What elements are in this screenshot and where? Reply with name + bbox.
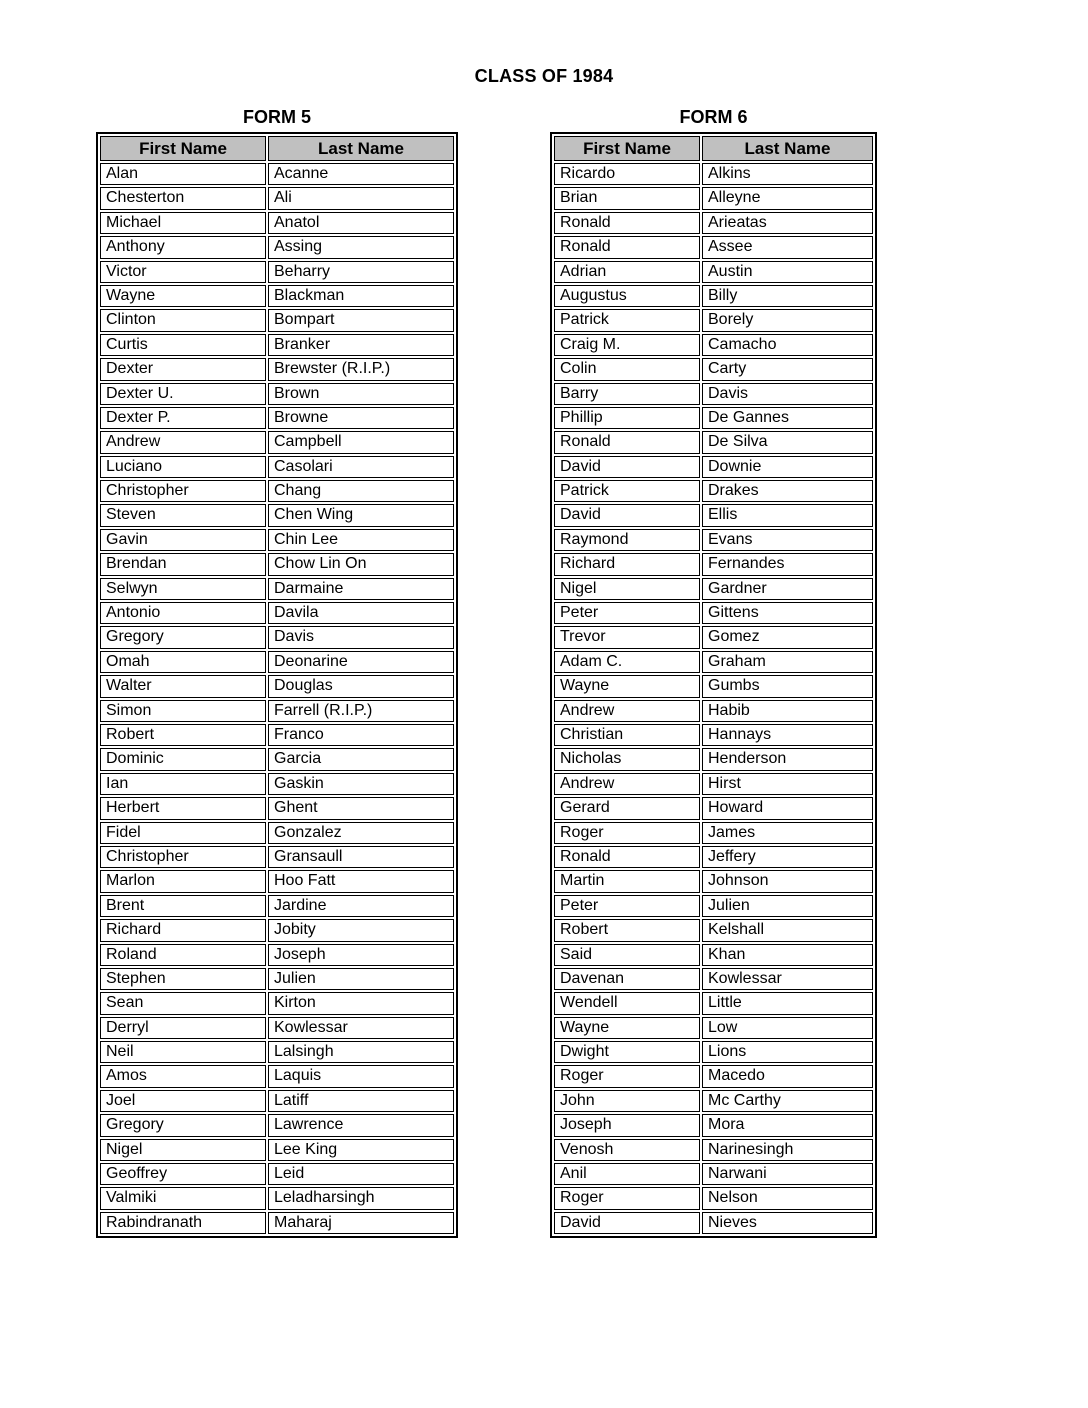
- first-name-cell: Gavin: [100, 529, 266, 551]
- first-name-cell: Dexter P.: [100, 407, 266, 429]
- first-name-cell: Gerard: [554, 797, 700, 819]
- tables-container: [0, 87, 1088, 1238]
- last-name-cell: Kirton: [268, 992, 454, 1014]
- first-name-cell: Peter: [554, 895, 700, 917]
- table-row: [100, 285, 454, 307]
- table-row: [554, 846, 873, 868]
- last-name-cell: Chang: [268, 480, 454, 502]
- first-name-cell: Wayne: [554, 675, 700, 697]
- last-name-cell: Khan: [702, 944, 873, 966]
- first-name-cell: Curtis: [100, 334, 266, 356]
- first-name-cell: Anthony: [100, 236, 266, 258]
- table-row: [100, 578, 454, 600]
- first-name-cell: Robert: [554, 919, 700, 941]
- first-name-cell: John: [554, 1090, 700, 1112]
- last-name-cell: Joseph: [268, 944, 454, 966]
- table-row: [100, 1065, 454, 1087]
- last-name-cell: Howard: [702, 797, 873, 819]
- table-row: [554, 504, 873, 526]
- table-row: [100, 626, 454, 648]
- table-row: [554, 992, 873, 1014]
- first-name-cell: Andrew: [554, 700, 700, 722]
- first-name-cell: Richard: [554, 553, 700, 575]
- last-name-cell: Gonzalez: [268, 822, 454, 844]
- first-name-cell: Walter: [100, 675, 266, 697]
- table-row: [100, 1139, 454, 1161]
- table-row: [554, 529, 873, 551]
- last-name-cell: Nieves: [702, 1212, 873, 1234]
- last-name-cell: Little: [702, 992, 873, 1014]
- table-row: [100, 1090, 454, 1112]
- table-row: [554, 407, 873, 429]
- first-name-cell: Sean: [100, 992, 266, 1014]
- first-name-cell: Richard: [100, 919, 266, 941]
- first-name-cell: Said: [554, 944, 700, 966]
- last-name-cell: Billy: [702, 285, 873, 307]
- last-name-cell: Drakes: [702, 480, 873, 502]
- table-row: [100, 895, 454, 917]
- form5-table: [96, 132, 458, 1238]
- last-name-cell: Camacho: [702, 334, 873, 356]
- last-name-cell: Johnson: [702, 870, 873, 892]
- last-name-cell: Arieatas: [702, 212, 873, 234]
- first-name-cell: Joseph: [554, 1114, 700, 1136]
- first-name-cell: Christian: [554, 724, 700, 746]
- last-name-cell: Douglas: [268, 675, 454, 697]
- table-row: [554, 1065, 873, 1087]
- first-name-cell: Brendan: [100, 553, 266, 575]
- first-name-cell: Robert: [100, 724, 266, 746]
- last-name-cell: James: [702, 822, 873, 844]
- table-row: [100, 1114, 454, 1136]
- last-name-cell: Ghent: [268, 797, 454, 819]
- form6-table-body: [554, 163, 873, 1234]
- table-row: [100, 480, 454, 502]
- table-row: [100, 334, 454, 356]
- last-name-cell: Browne: [268, 407, 454, 429]
- first-name-cell: Raymond: [554, 529, 700, 551]
- first-name-cell: Venosh: [554, 1139, 700, 1161]
- table-row: [554, 212, 873, 234]
- table-row: [100, 602, 454, 624]
- form5-header-row: [100, 136, 454, 161]
- last-name-cell: Lions: [702, 1041, 873, 1063]
- last-name-cell: Chen Wing: [268, 504, 454, 526]
- table-row: [554, 626, 873, 648]
- first-name-cell: Ronald: [554, 212, 700, 234]
- table-row: [100, 919, 454, 941]
- first-name-cell: Ronald: [554, 236, 700, 258]
- last-name-cell: De Gannes: [702, 407, 873, 429]
- last-name-cell: Gaskin: [268, 773, 454, 795]
- table-row: [554, 236, 873, 258]
- first-name-cell: Phillip: [554, 407, 700, 429]
- last-name-cell: Gumbs: [702, 675, 873, 697]
- first-name-cell: Patrick: [554, 309, 700, 331]
- table-row: [100, 992, 454, 1014]
- last-name-cell: Narwani: [702, 1163, 873, 1185]
- first-name-cell: Andrew: [554, 773, 700, 795]
- table-row: [100, 968, 454, 990]
- table-row: [554, 261, 873, 283]
- last-name-cell: Chin Lee: [268, 529, 454, 551]
- first-name-cell: Dwight: [554, 1041, 700, 1063]
- table-row: [554, 456, 873, 478]
- first-name-cell: Ricardo: [554, 163, 700, 185]
- last-name-cell: Maharaj: [268, 1212, 454, 1234]
- last-name-cell: Downie: [702, 456, 873, 478]
- last-name-cell: Jobity: [268, 919, 454, 941]
- table-row: [554, 285, 873, 307]
- last-name-cell: Henderson: [702, 748, 873, 770]
- first-name-cell: Rabindranath: [100, 1212, 266, 1234]
- last-name-cell: Austin: [702, 261, 873, 283]
- last-name-cell: Franco: [268, 724, 454, 746]
- first-name-cell: Colin: [554, 358, 700, 380]
- first-name-cell: Chesterton: [100, 187, 266, 209]
- last-name-cell: Gittens: [702, 602, 873, 624]
- table-row: [100, 529, 454, 551]
- first-name-cell: Brent: [100, 895, 266, 917]
- table-row: [100, 797, 454, 819]
- last-name-cell: Blackman: [268, 285, 454, 307]
- first-name-cell: Amos: [100, 1065, 266, 1087]
- first-name-cell: Nigel: [100, 1139, 266, 1161]
- last-name-cell: Gransaull: [268, 846, 454, 868]
- last-name-cell: Beharry: [268, 261, 454, 283]
- last-name-cell: Latiff: [268, 1090, 454, 1112]
- last-name-cell: Garcia: [268, 748, 454, 770]
- first-name-cell: Davenan: [554, 968, 700, 990]
- last-name-cell: Leid: [268, 1163, 454, 1185]
- form5-title: FORM 5: [242, 107, 311, 127]
- last-name-cell: Hannays: [702, 724, 873, 746]
- last-name-cell: Kelshall: [702, 919, 873, 941]
- first-name-cell: Barry: [554, 383, 700, 405]
- last-name-cell: Lee King: [268, 1139, 454, 1161]
- table-row: [554, 797, 873, 819]
- last-name-cell: Davis: [268, 626, 454, 648]
- table-row: [100, 1017, 454, 1039]
- last-name-cell: Alleyne: [702, 187, 873, 209]
- last-name-cell: Darmaine: [268, 578, 454, 600]
- form6-header-first-name: First Name: [554, 136, 700, 161]
- last-name-cell: Fernandes: [702, 553, 873, 575]
- first-name-cell: Christopher: [100, 480, 266, 502]
- first-name-cell: David: [554, 1212, 700, 1234]
- first-name-cell: Neil: [100, 1041, 266, 1063]
- form6-header-row: [554, 136, 873, 161]
- first-name-cell: Herbert: [100, 797, 266, 819]
- table-row: [554, 822, 873, 844]
- first-name-cell: Victor: [100, 261, 266, 283]
- last-name-cell: Chow Lin On: [268, 553, 454, 575]
- first-name-cell: Joel: [100, 1090, 266, 1112]
- first-name-cell: David: [554, 504, 700, 526]
- last-name-cell: Bompart: [268, 309, 454, 331]
- first-name-cell: Dominic: [100, 748, 266, 770]
- table-row: [554, 748, 873, 770]
- last-name-cell: Borely: [702, 309, 873, 331]
- first-name-cell: Roland: [100, 944, 266, 966]
- last-name-cell: Assee: [702, 236, 873, 258]
- first-name-cell: Michael: [100, 212, 266, 234]
- first-name-cell: Patrick: [554, 480, 700, 502]
- last-name-cell: Campbell: [268, 431, 454, 453]
- table-row: [554, 309, 873, 331]
- first-name-cell: Fidel: [100, 822, 266, 844]
- table-row: [554, 968, 873, 990]
- last-name-cell: Anatol: [268, 212, 454, 234]
- table-row: [554, 1114, 873, 1136]
- form6-header-last-name: Last Name: [702, 136, 873, 161]
- table-row: [554, 578, 873, 600]
- table-row: [554, 553, 873, 575]
- first-name-cell: Gregory: [100, 1114, 266, 1136]
- table-row: [100, 358, 454, 380]
- table-row: [100, 773, 454, 795]
- table-row: [100, 1163, 454, 1185]
- last-name-cell: Jardine: [268, 895, 454, 917]
- first-name-cell: Dexter: [100, 358, 266, 380]
- table-row: [100, 675, 454, 697]
- last-name-cell: Macedo: [702, 1065, 873, 1087]
- table-row: [554, 383, 873, 405]
- last-name-cell: Deonarine: [268, 651, 454, 673]
- form5-table-body: [100, 163, 454, 1234]
- first-name-cell: Adam C.: [554, 651, 700, 673]
- table-row: [554, 480, 873, 502]
- form5-header-first-name: First Name: [100, 136, 266, 161]
- last-name-cell: Laquis: [268, 1065, 454, 1087]
- first-name-cell: Peter: [554, 602, 700, 624]
- last-name-cell: Lalsingh: [268, 1041, 454, 1063]
- first-name-cell: Dexter U.: [100, 383, 266, 405]
- first-name-cell: Wayne: [554, 1017, 700, 1039]
- first-name-cell: Steven: [100, 504, 266, 526]
- table-row: [554, 1090, 873, 1112]
- table-row: [554, 187, 873, 209]
- table-row: [554, 1163, 873, 1185]
- table-row: [100, 407, 454, 429]
- first-name-cell: Marlon: [100, 870, 266, 892]
- first-name-cell: Derryl: [100, 1017, 266, 1039]
- table-row: [100, 456, 454, 478]
- first-name-cell: Adrian: [554, 261, 700, 283]
- first-name-cell: Trevor: [554, 626, 700, 648]
- last-name-cell: Julien: [268, 968, 454, 990]
- first-name-cell: Wayne: [100, 285, 266, 307]
- table-row: [100, 553, 454, 575]
- table-row: [554, 358, 873, 380]
- last-name-cell: Leladharsingh: [268, 1187, 454, 1209]
- first-name-cell: Brian: [554, 187, 700, 209]
- last-name-cell: Kowlessar: [702, 968, 873, 990]
- table-row: [554, 700, 873, 722]
- first-name-cell: Augustus: [554, 285, 700, 307]
- first-name-cell: Valmiki: [100, 1187, 266, 1209]
- last-name-cell: Nelson: [702, 1187, 873, 1209]
- last-name-cell: Mora: [702, 1114, 873, 1136]
- first-name-cell: Wendell: [554, 992, 700, 1014]
- table-row: [554, 724, 873, 746]
- first-name-cell: Selwyn: [100, 578, 266, 600]
- first-name-cell: Anil: [554, 1163, 700, 1185]
- first-name-cell: Alan: [100, 163, 266, 185]
- last-name-cell: Graham: [702, 651, 873, 673]
- table-row: [100, 724, 454, 746]
- last-name-cell: Branker: [268, 334, 454, 356]
- table-row: [554, 1187, 873, 1209]
- last-name-cell: Habib: [702, 700, 873, 722]
- first-name-cell: Nigel: [554, 578, 700, 600]
- last-name-cell: Acanne: [268, 163, 454, 185]
- table-row: [100, 748, 454, 770]
- last-name-cell: Ellis: [702, 504, 873, 526]
- form6-table: [550, 132, 877, 1238]
- table-row: [100, 163, 454, 185]
- last-name-cell: Lawrence: [268, 1114, 454, 1136]
- first-name-cell: Martin: [554, 870, 700, 892]
- last-name-cell: Julien: [702, 895, 873, 917]
- last-name-cell: Kowlessar: [268, 1017, 454, 1039]
- last-name-cell: Carty: [702, 358, 873, 380]
- last-name-cell: Davila: [268, 602, 454, 624]
- table-row: [100, 846, 454, 868]
- first-name-cell: Christopher: [100, 846, 266, 868]
- form6-section: [550, 87, 877, 1238]
- form5-header-last-name: Last Name: [268, 136, 454, 161]
- first-name-cell: Roger: [554, 1187, 700, 1209]
- first-name-cell: Andrew: [100, 431, 266, 453]
- table-row: [554, 870, 873, 892]
- table-row: [100, 383, 454, 405]
- table-row: [100, 309, 454, 331]
- last-name-cell: Brewster (R.I.P.): [268, 358, 454, 380]
- first-name-cell: Roger: [554, 1065, 700, 1087]
- table-row: [100, 261, 454, 283]
- table-row: [554, 675, 873, 697]
- table-row: [554, 431, 873, 453]
- table-row: [554, 919, 873, 941]
- table-row: [100, 1187, 454, 1209]
- table-row: [100, 651, 454, 673]
- first-name-cell: Nicholas: [554, 748, 700, 770]
- first-name-cell: Roger: [554, 822, 700, 844]
- table-row: [100, 187, 454, 209]
- table-row: [554, 1212, 873, 1234]
- table-row: [554, 163, 873, 185]
- first-name-cell: Geoffrey: [100, 1163, 266, 1185]
- table-row: [554, 651, 873, 673]
- last-name-cell: Brown: [268, 383, 454, 405]
- table-row: [554, 1017, 873, 1039]
- table-row: [554, 944, 873, 966]
- first-name-cell: Clinton: [100, 309, 266, 331]
- last-name-cell: Farrell (R.I.P.): [268, 700, 454, 722]
- form6-title: FORM 6: [679, 107, 748, 127]
- first-name-cell: Simon: [100, 700, 266, 722]
- table-row: [100, 236, 454, 258]
- first-name-cell: Craig M.: [554, 334, 700, 356]
- table-row: [554, 334, 873, 356]
- table-row: [554, 1139, 873, 1161]
- last-name-cell: Casolari: [268, 456, 454, 478]
- first-name-cell: Omah: [100, 651, 266, 673]
- last-name-cell: Narinesingh: [702, 1139, 873, 1161]
- first-name-cell: Ronald: [554, 431, 700, 453]
- table-row: [554, 895, 873, 917]
- first-name-cell: Ronald: [554, 846, 700, 868]
- last-name-cell: Gardner: [702, 578, 873, 600]
- last-name-cell: Assing: [268, 236, 454, 258]
- page-title: CLASS OF 1984: [474, 66, 614, 86]
- form5-section: [96, 87, 458, 1238]
- table-row: [100, 431, 454, 453]
- first-name-cell: Luciano: [100, 456, 266, 478]
- last-name-cell: Low: [702, 1017, 873, 1039]
- table-row: [100, 1212, 454, 1234]
- last-name-cell: Hirst: [702, 773, 873, 795]
- last-name-cell: De Silva: [702, 431, 873, 453]
- table-row: [100, 700, 454, 722]
- first-name-cell: Gregory: [100, 626, 266, 648]
- last-name-cell: Ali: [268, 187, 454, 209]
- table-row: [554, 1041, 873, 1063]
- last-name-cell: Jeffery: [702, 846, 873, 868]
- table-row: [100, 822, 454, 844]
- table-row: [554, 773, 873, 795]
- table-row: [100, 870, 454, 892]
- table-row: [100, 504, 454, 526]
- last-name-cell: Mc Carthy: [702, 1090, 873, 1112]
- table-row: [554, 602, 873, 624]
- last-name-cell: Alkins: [702, 163, 873, 185]
- last-name-cell: Hoo Fatt: [268, 870, 454, 892]
- first-name-cell: David: [554, 456, 700, 478]
- last-name-cell: Evans: [702, 529, 873, 551]
- last-name-cell: Gomez: [702, 626, 873, 648]
- table-row: [100, 944, 454, 966]
- first-name-cell: Antonio: [100, 602, 266, 624]
- first-name-cell: Stephen: [100, 968, 266, 990]
- table-row: [100, 1041, 454, 1063]
- table-row: [100, 212, 454, 234]
- last-name-cell: Davis: [702, 383, 873, 405]
- first-name-cell: Ian: [100, 773, 266, 795]
